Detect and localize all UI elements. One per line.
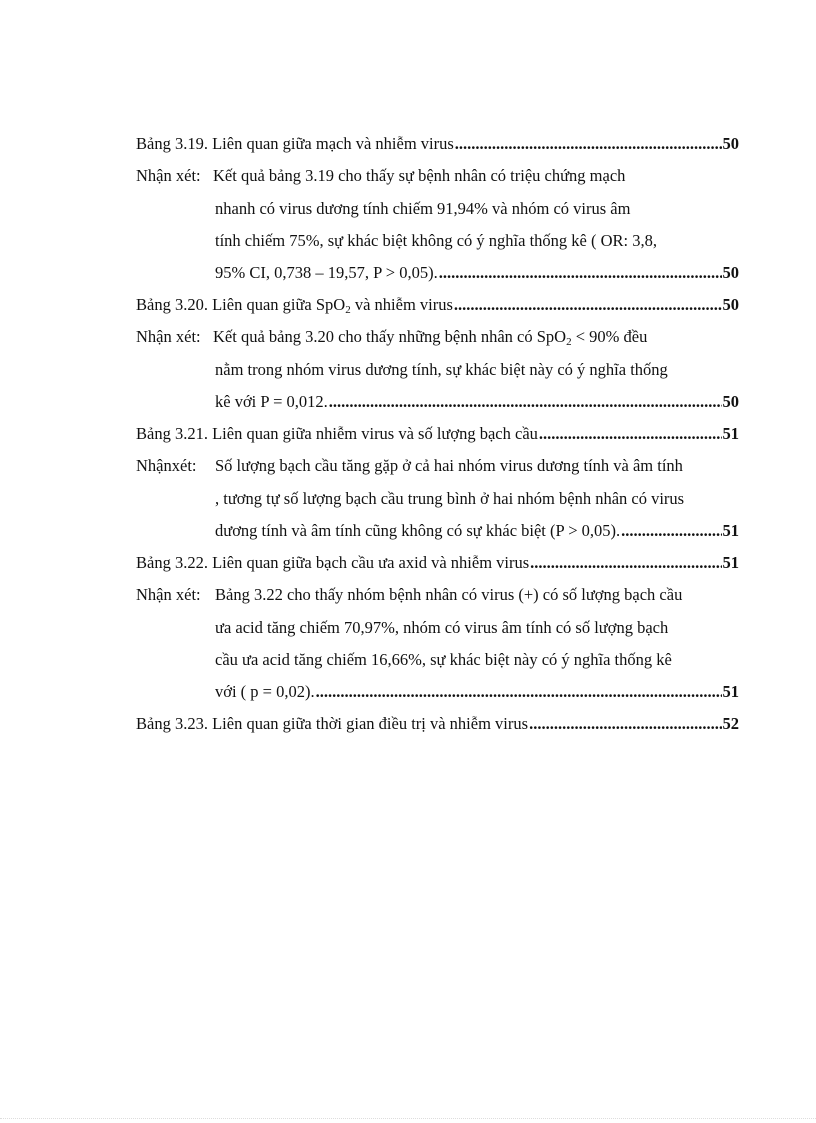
note-line: Bảng 3.22 cho thấy nhóm bệnh nhân có virus (+) có số lượng bạch cầu <box>215 585 683 604</box>
note-line: kê với P = 0,012. <box>215 392 328 411</box>
toc-page-number: 51 <box>722 424 739 443</box>
note-line: với ( p = 0,02). <box>215 682 315 701</box>
leader-dots <box>454 290 722 320</box>
toc-entry-title: Bảng 3.22. Liên quan giữa bạch cầu ưa axid và nhiễm virus <box>136 553 530 572</box>
note-last-line[interactable] <box>215 387 739 417</box>
toc-entry-3-19[interactable] <box>136 129 739 159</box>
toc-page-number: 50 <box>722 392 739 411</box>
toc-page-number: 51 <box>722 682 739 701</box>
note-line: cầu ưa acid tăng chiếm 16,66%, sự khác biệt này có ý nghĩa thống kê <box>215 650 672 669</box>
leader-dots <box>455 129 722 159</box>
note-line: 95% CI, 0,738 – 19,57, P > 0,05). <box>215 263 438 282</box>
note-last-line[interactable] <box>215 677 739 707</box>
leader-dots <box>329 387 722 417</box>
toc-entry-title: Bảng 3.20. Liên quan giữa SpO$_2$ và nhiễm virus <box>136 295 453 316</box>
note-line: nhanh có virus dương tính chiếm 91,94% và nhóm có virus âm <box>215 199 631 218</box>
note-label: Nhận xét: <box>136 327 201 346</box>
leader-dots <box>539 419 722 449</box>
note-line: tính chiếm 75%, sự khác biệt không có ý nghĩa thống kê ( OR: 3,8, <box>215 231 657 250</box>
toc-page-number: 50 <box>722 134 739 153</box>
leader-dots <box>316 677 722 707</box>
leader-dots <box>439 258 722 288</box>
note-line: Kết quả bảng 3.19 cho thấy sự bệnh nhân có triệu chứng mạch <box>213 166 626 185</box>
toc-entry-3-21[interactable] <box>136 419 739 449</box>
toc-entry-title: Bảng 3.19. Liên quan giữa mạch và nhiễm virus <box>136 134 454 153</box>
note-last-line[interactable] <box>215 516 739 546</box>
note-last-line[interactable] <box>215 258 739 288</box>
page-bottom-rule <box>0 1118 816 1119</box>
note-label: Nhận xét: <box>136 166 201 185</box>
toc-page-number: 51 <box>722 553 739 572</box>
toc-page-number: 50 <box>722 295 739 314</box>
toc-entry-3-23[interactable] <box>136 709 739 739</box>
toc-entry-title: Bảng 3.23. Liên quan giữa thời gian điều trị và nhiễm virus <box>136 714 529 733</box>
toc-page-number: 51 <box>722 521 739 540</box>
leader-dots <box>529 709 721 739</box>
note-line: dương tính và âm tính cũng không có sự khác biệt (P > 0,05). <box>215 521 621 540</box>
note-line: nằm trong nhóm virus dương tính, sự khác biệt này có ý nghĩa thống <box>215 360 668 379</box>
toc-entry-3-20[interactable] <box>136 290 739 320</box>
note-label: Nhận xét: <box>136 585 201 604</box>
note-label: Nhậnxét: <box>136 456 197 475</box>
toc-page-number: 52 <box>722 714 739 733</box>
note-line: , tương tự số lượng bạch cầu trung bình ở hai nhóm bệnh nhân có virus <box>215 489 685 508</box>
note-line: Kết quả bảng 3.20 cho thấy những bệnh nhân có SpO$_2$ < 90% đều <box>213 327 648 348</box>
leader-dots <box>530 548 721 578</box>
toc-entry-3-22[interactable] <box>136 548 739 578</box>
toc-page-number: 50 <box>722 263 739 282</box>
leader-dots <box>621 516 721 546</box>
note-line: Số lượng bạch cầu tăng gặp ở cả hai nhóm virus dương tính và âm tính <box>215 456 683 475</box>
note-line: ưa acid tăng chiếm 70,97%, nhóm có virus âm tính có số lượng bạch <box>215 618 669 637</box>
toc-entry-title: Bảng 3.21. Liên quan giữa nhiễm virus và số lượng bạch cầu <box>136 424 538 443</box>
